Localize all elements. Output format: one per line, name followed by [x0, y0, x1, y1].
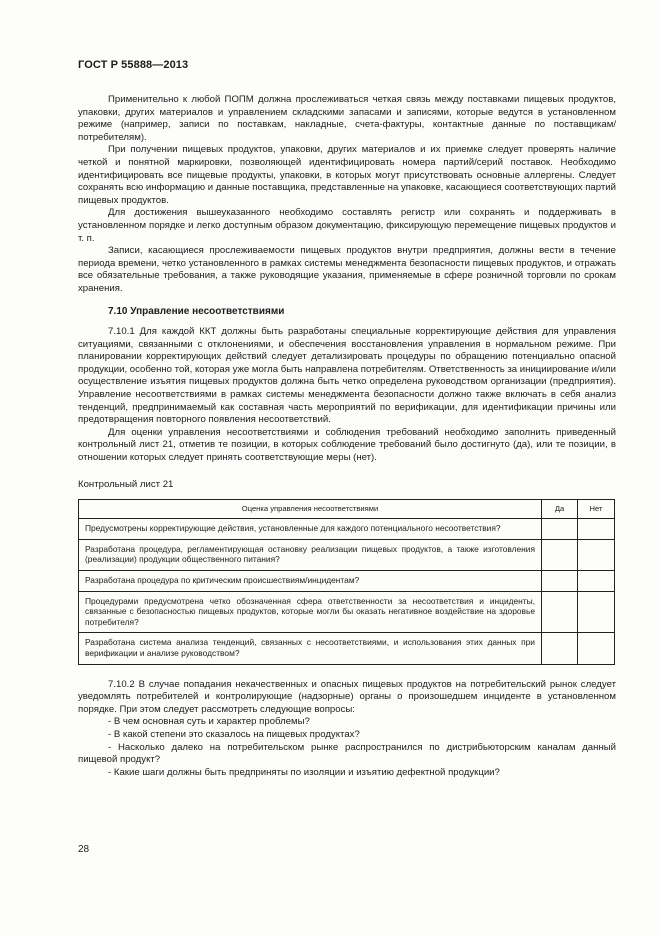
question-item: - Насколько далеко на потребительском рынке распространился по дистрибьюторским каналам данный пищевой продукт? — [78, 741, 616, 766]
table-row — [79, 591, 615, 633]
question-item: - Какие шаги должны быть предприняты по изоляции и изъятию дефектной продукции? — [108, 766, 500, 778]
paragraph: При получении пищевых продуктов, упаковки, других материалов и их приемке следует проверять наличие четкой и понятной маркировки, позволяющей идентифицировать номера партий/серий поставок. Необходимо идентифицировать все пищевые продукты, упаковки, в которых могут присутствовать основные аллергены. Следует сохранять всю информацию и данные поставщика, представленные на упаковке, касающиеся соответствующих партий пищевых продуктов. — [78, 144, 616, 206]
table-row — [79, 519, 615, 540]
paragraph: Применительно к любой ПОПМ должна прослеживаться четкая связь между поставками пищевых продуктов, упаковки, других материалов и управлением складскими запасами и записями, которые ведутся в установленном режиме (например, записи по поставкам, накладные, счета-фактуры, контактные данные по поставщикам/потребителям). — [78, 94, 616, 143]
document-header: ГОСТ Р 55888—2013 — [78, 59, 189, 71]
paragraph: Записи, касающиеся прослеживаемости пищевых продуктов внутри предприятия, должны вести в течение периода времени, четко установленного в рамках системы менеджмента безопасности пищевых продуктов, и отражать все обязательные требования, а также руководящие указания, применяемые в сфере розничной торговли по срокам хранения. — [78, 245, 616, 294]
table-header-row — [79, 500, 615, 519]
page-number: 28 — [78, 844, 90, 855]
checklist-question: Предусмотрены корректирующие действия, установленные для каждого потенциального несоответствия? — [79, 519, 542, 540]
question-item: - В какой степени это сказалось на пищевых продуктах? — [108, 728, 360, 740]
yes-cell[interactable] — [542, 591, 578, 633]
no-cell[interactable] — [578, 519, 615, 540]
paragraph: 7.10.2 В случае попадания некачественных и опасных пищевых продуктов на потребительский рынок следует уведомлять потребителей и контролирующие (надзорные) органы о произошедшем инциденте в установленном порядке. При этом следует рассмотреть следующие вопросы: — [78, 678, 616, 715]
no-cell[interactable] — [578, 539, 615, 570]
table-row — [79, 571, 615, 592]
section-title: 7.10 Управление несоответствиями — [108, 305, 285, 317]
column-header-assessment: Оценка управления несоответствиями — [79, 500, 542, 519]
checklist-caption: Контрольный лист 21 — [78, 478, 174, 490]
checklist-question: Процедурами предусмотрена четко обозначенная сфера ответственности за несоответствия и инциденты, связанные с безопасностью пищевых продуктов, которые могли бы оказать негативное воздействие на здоровье потребителя? — [79, 591, 542, 633]
yes-cell[interactable] — [542, 633, 578, 664]
question-item: - В чем основная суть и характер проблемы? — [108, 716, 310, 728]
no-cell[interactable] — [578, 633, 615, 664]
checklist-question: Разработана система анализа тенденций, связанных с несоответствиями, и использования этих данных при верификации и анализе руководством? — [79, 633, 542, 664]
no-cell[interactable] — [578, 571, 615, 592]
paragraph: Для оценки управления несоответствиями и соблюдения требований необходимо заполнить приведенный контрольный лист 21, отметив те позиции, в которых соблюдение требований было достигнуто (да), или те позиции, в отношении которых следует принять соответствующие меры (нет). — [78, 426, 616, 464]
document-body — [78, 94, 616, 779]
table-row — [79, 633, 615, 664]
yes-cell[interactable] — [542, 539, 578, 570]
yes-cell[interactable] — [542, 571, 578, 592]
checklist-table — [78, 499, 615, 664]
paragraph: 7.10.1 Для каждой ККТ должны быть разработаны специальные корректирующие действия для управления ситуациями, связанными с отклонениями, и обеспечения восстановления управления в нормальном режиме. При планировании корректирующих действий следует детализировать процедуры по обращению потенциально опасной продукции, особенно той, которая уже могла быть направлена потребителям. Ответственность за инициирование и/или осуществление изъятия пищевых продуктов должна быть четко определена руководством организации (предприятия). Управление несоответствиями в рамках системы менеджмента безопасности должно также включать в себя анализ тенденций, предпринимаемый как составная часть мероприятий по верификации, для идентификации причины или предотвращения повторного появления несоответствий. — [78, 326, 617, 426]
paragraph: Для достижения вышеуказанного необходимо составлять регистр или сохранять и поддерживать в установленном порядке и легко доступным образом документацию, фиксирующую перемещение пищевых продуктов и т. п. — [78, 207, 616, 244]
yes-cell[interactable] — [542, 519, 578, 540]
checklist-question: Разработана процедура, регламентирующая остановку реализации пищевых продуктов, а также изготовления (реализации) продукции общественного питания? — [79, 539, 542, 570]
column-header-no: Нет — [578, 500, 615, 519]
no-cell[interactable] — [578, 591, 615, 633]
table-row — [79, 539, 615, 570]
checklist-question: Разработана процедура по критическим происшествиям/инцидентам? — [79, 571, 542, 592]
column-header-yes: Да — [542, 500, 578, 519]
